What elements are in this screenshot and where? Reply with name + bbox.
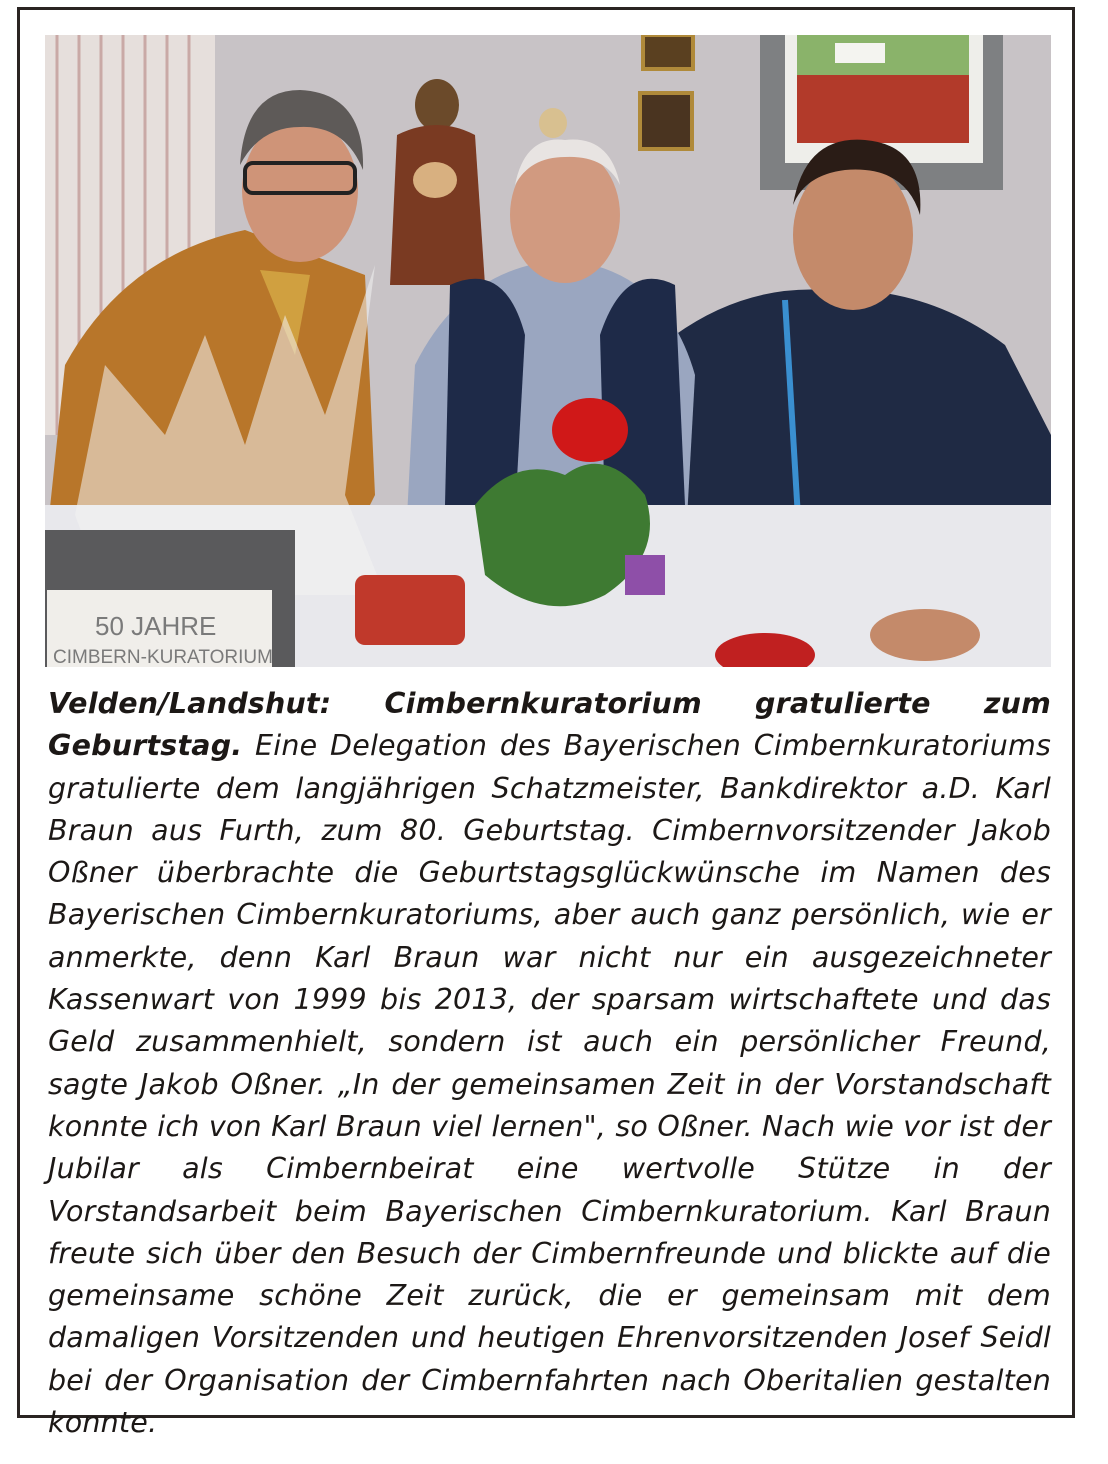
photo-illustration xyxy=(45,35,1051,667)
sign-line-2: CIMBERN-KURATORIUM xyxy=(53,647,273,667)
article-photo xyxy=(45,35,1051,667)
caption-body: Eine Delegation des Bayerischen Cimbernkuratoriums gratulierte dem langjährigen Schatzmeister, Bankdirektor a.D. Karl Braun aus Furth, zum 80. Geburtstag. Cimbernvorsitzender Jakob Oßner überbrachte die Geburtstagsglückwünsche im Namen des Bayerischen Cimbernkuratoriums, aber auch ganz persönlich, wie er anmerkte, denn Karl Braun war nicht nur ein ausgezeichneter Kassenwart von 1999 bis 2013, der sparsam wirtschaftete und das Geld zusammenhielt, sondern ist auch ein persönlicher Freund, sagte Jakob Oßner. „In der gemeinsamen Zeit in der Vorstandschaft konnte ich von Karl Braun viel lernen", so Oßner. Nach wie vor ist der Jubilar als Cimbernbeirat eine wertvolle Stütze in der Vorstandsarbeit beim Bayerischen Cimbernkuratorium. Karl Braun freute sich über den Besuch der Cimbernfreunde und blickte auf die gemeinsame schöne Zeit zurück, die er gemeinsam mit dem damaligen Vorsitzenden und heutigen Ehrenvorsitzenden Josef Seidl bei der Organisation der Cimbernfahrten nach Oberitalien gestalten konnte. xyxy=(48,729,1051,1440)
article-caption xyxy=(48,683,1051,1444)
article-frame xyxy=(17,7,1075,1440)
caption-headline: Velden/Landshut: Cimbernkuratorium gratulierte zum Geburtstag. xyxy=(48,687,1051,763)
sign-line-1: 50 JAHRE xyxy=(95,611,217,641)
